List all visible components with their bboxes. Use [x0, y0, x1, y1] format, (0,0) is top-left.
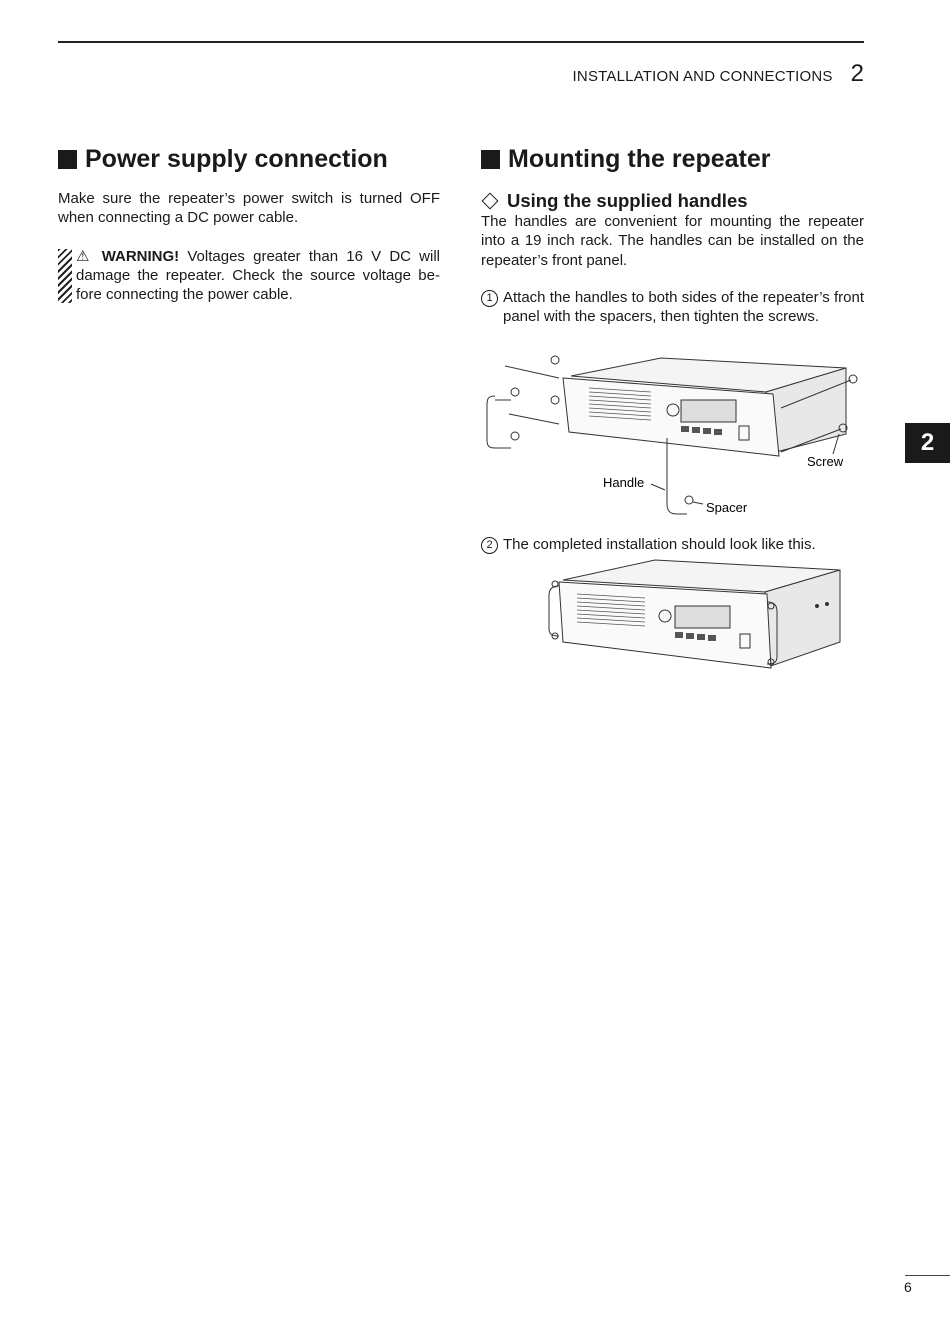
power-supply-heading-text: Power supply connection [85, 145, 388, 173]
warning-block [58, 247, 440, 305]
mounting-intro: The handles are convenient for mounting the repeater into a 19 inch rack. The handles can be installed on the repeater’s front panel. [481, 213, 864, 269]
power-supply-heading [58, 142, 440, 176]
black-square-icon [481, 150, 500, 169]
step-1 [481, 288, 864, 327]
footer-rule [905, 1275, 950, 1276]
power-supply-section [58, 142, 440, 304]
top-rule [58, 41, 864, 43]
step-1-text: Attach the handles to both sides of the repeater’s front panel with the spacers, then tighten the screws. [503, 288, 864, 326]
chapter-number: 2 [850, 60, 864, 87]
step-2 [481, 535, 864, 554]
handle-label: Handle [603, 475, 645, 490]
warning-triangle-icon: ⚠ [76, 247, 94, 265]
warning-label: WARNING! [101, 247, 180, 265]
handles-subheading [481, 190, 864, 212]
warning-paragraph [76, 247, 440, 305]
step-1-number: 1 [481, 290, 498, 307]
step-2-number: 2 [481, 537, 498, 554]
mounting-heading [481, 142, 864, 176]
spacer-label: Spacer [706, 500, 748, 515]
section-title: INSTALLATION AND CONNECTIONS [572, 68, 833, 85]
step-2-text: The completed installation should look like this. [503, 536, 816, 553]
step-2-block [481, 535, 864, 554]
mounting-section [481, 142, 864, 326]
running-header [573, 60, 864, 88]
power-supply-intro: Make sure the repeater’s power switch is turned OFF when connecting a DC power cable. [58, 190, 440, 227]
mounting-heading-text: Mounting the repeater [508, 145, 771, 173]
page-number: 6 [904, 1279, 912, 1295]
chapter-tab: 2 [905, 423, 950, 463]
diamond-icon [482, 193, 499, 210]
handle-installation-figure [481, 354, 866, 524]
warning-text: Voltages greater than 16 V DC will damage the repeater. Check the source voltage be-fore connecting the power cable. [76, 247, 441, 304]
completed-installation-figure [545, 556, 845, 676]
black-square-icon [58, 150, 77, 169]
warning-hatch-icon [58, 249, 72, 303]
screw-label: Screw [807, 454, 844, 469]
handles-subheading-text: Using the supplied handles [507, 190, 748, 211]
